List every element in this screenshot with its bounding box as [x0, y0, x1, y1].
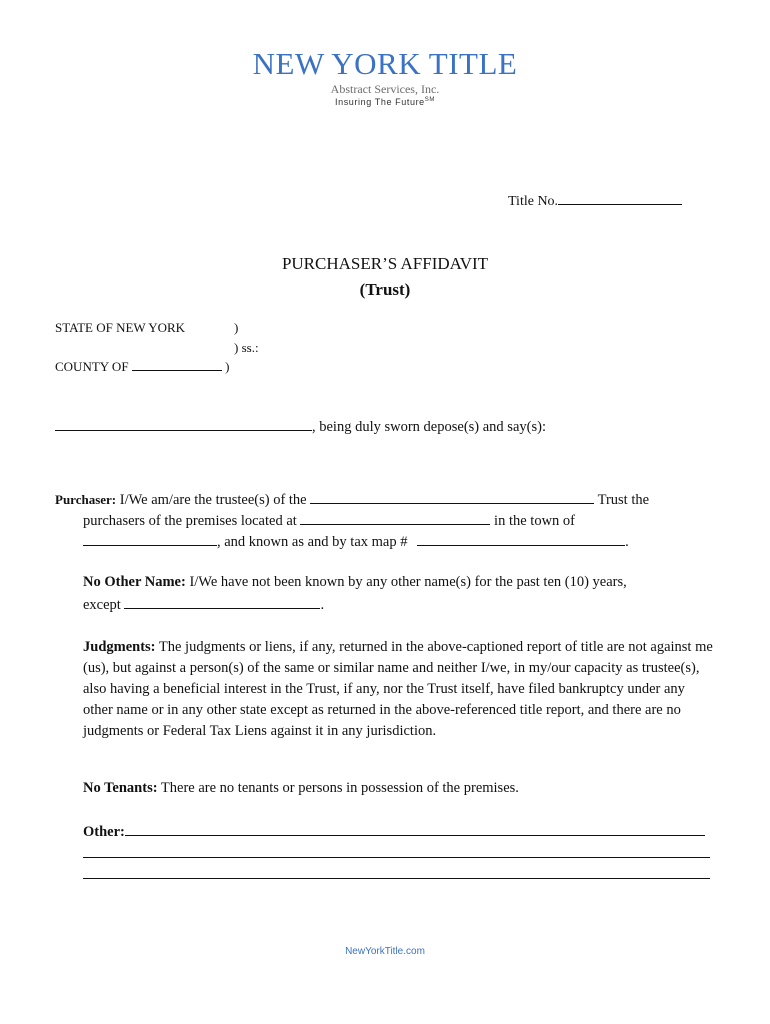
- purchaser-line-3: [83, 532, 629, 551]
- venue-ss: ) ss.:: [234, 340, 259, 355]
- title-number-blank[interactable]: [558, 191, 682, 205]
- purchaser-label: Purchaser:: [55, 492, 117, 507]
- tagline-text: Insuring The Future: [335, 97, 425, 107]
- tax-map-blank[interactable]: [417, 532, 625, 546]
- other-blank-3[interactable]: [83, 878, 710, 879]
- purchaser-line-1: [55, 490, 649, 509]
- venue-paren-1: ): [234, 320, 239, 335]
- company-logo-subtitle: Abstract Services, Inc.: [330, 82, 440, 96]
- purchaser-text-3: purchasers of the premises located at: [83, 513, 297, 529]
- document-title: PURCHASER’S AFFIDAVIT: [281, 254, 489, 273]
- except-blank[interactable]: [124, 595, 320, 609]
- purchaser-text-5: , and known as and by tax map #: [217, 534, 408, 550]
- other-line-1: [83, 822, 705, 841]
- purchaser-text-2: Trust the: [597, 492, 650, 508]
- no-other-name-text-2: except: [83, 597, 121, 613]
- purchaser-text-4: in the town of: [494, 513, 575, 529]
- document-subtitle: (Trust): [359, 280, 411, 299]
- no-other-name-line-2: [83, 595, 324, 614]
- deponent-name-blank[interactable]: [55, 417, 312, 431]
- other-blank-2[interactable]: [83, 857, 710, 858]
- no-other-name-label: No Other Name:: [83, 574, 186, 590]
- no-other-name-text-1: I/We have not been known by any other name(s) for the past ten (10) years,: [189, 574, 627, 590]
- title-number-label: Title No.: [508, 194, 559, 209]
- premises-location-blank[interactable]: [300, 511, 490, 525]
- purchaser-line-2: [83, 511, 575, 530]
- venue-paren-3: ): [225, 359, 230, 374]
- no-tenants-paragraph: [83, 780, 519, 797]
- judgments-paragraph: [83, 637, 715, 742]
- trust-name-blank[interactable]: [310, 490, 594, 504]
- judgments-text: The judgments or liens, if any, returned in the above-captioned report of title are not against me (us), but against a person(s) of the same or similar name and neither I/we, in my/our capacity as trustee(s), also having a beneficial interest in the Trust, if any, nor the Trust itself, have filed bankruptcy under any other name or in any other state except as returned in the above-referenced title report, and there are no judgments or Federal Tax Liens against it in any jurisdiction.: [83, 639, 713, 739]
- sworn-text: , being duly sworn depose(s) and say(s):: [312, 419, 546, 435]
- judgments-label: Judgments:: [83, 639, 156, 655]
- title-number-field: [508, 191, 682, 210]
- venue-county-label: COUNTY OF: [55, 359, 129, 374]
- service-mark: SM: [424, 97, 435, 103]
- town-blank[interactable]: [83, 532, 217, 546]
- county-blank[interactable]: [132, 359, 222, 371]
- sworn-statement: [55, 417, 546, 436]
- no-other-name-text-3: .: [320, 597, 325, 613]
- footer-website-link[interactable]: NewYorkTitle.com: [345, 946, 425, 957]
- venue-state: STATE OF NEW YORK: [55, 320, 186, 335]
- no-other-name-line-1: [83, 574, 627, 591]
- purchaser-text-6: .: [625, 534, 629, 550]
- other-blank-1[interactable]: [125, 822, 705, 836]
- other-label: Other:: [83, 824, 125, 840]
- no-tenants-text: There are no tenants or persons in possession of the premises.: [160, 780, 519, 796]
- no-tenants-label: No Tenants:: [83, 780, 158, 796]
- purchaser-text-1: I/We am/are the trustee(s) of the: [119, 492, 307, 508]
- company-tagline: [0, 97, 770, 107]
- company-logo-title: NEW YORK TITLE: [252, 46, 518, 81]
- venue-county: [55, 359, 229, 375]
